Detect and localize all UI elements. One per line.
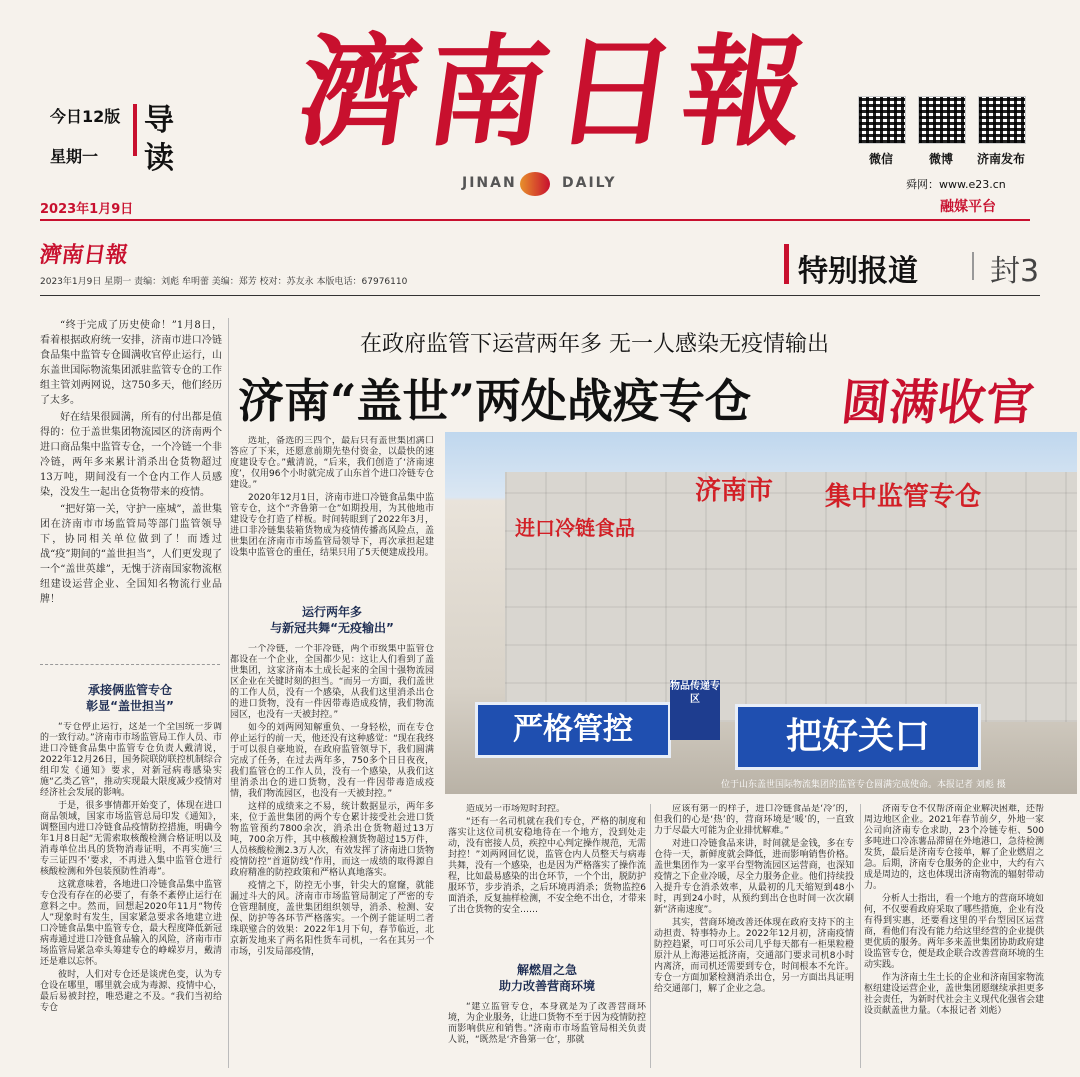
column-rule [860, 804, 861, 1068]
subheading-box-2 [230, 604, 434, 636]
article-subhead: 在政府监管下运营两年多 无一人感染无疫情输出 [360, 332, 829, 357]
article-column-5 [864, 804, 1044, 1068]
article-column-3 [448, 804, 646, 946]
paragraph: 作为济南土生土长的企业和济南国家物流枢纽建设运营企业，盖世集团愿继续承担更多社会责任，为新时代社会主义现代化强省会建设贡献盖世力量。（本报记者 刘彪） [864, 973, 1044, 1016]
banner-strict-control: 严格管控 [475, 702, 671, 758]
paragraph: “专仓停止运行，这是一个全国统一步调的一致行动。”济南市市场监管局工作人员、市进口冷链食品集中监管专仓负责人戴清说，2022年12月26日，国务院联防联控机制综合组印发《通知》要求，对新冠病毒感染实施“乙类乙管”，推动实现最大限度减少疫情对经济社会发展的影响。 [40, 722, 222, 798]
column-rule [650, 804, 651, 1068]
photo-caption: 位于山东盖世国际物流集团的监管专仓圆满完成使命。本报记者 刘彪 摄 [721, 780, 1006, 790]
section-marker [784, 244, 789, 284]
qr-weibo[interactable] [918, 96, 969, 167]
kiosk-sign: 物品传递专区 [670, 680, 720, 740]
subheading-line: 彰显“盖世担当” [86, 699, 174, 713]
page-header-rule [40, 295, 1040, 296]
qr-jinan-release[interactable] [978, 96, 1029, 167]
paragraph: “还有一名司机就在我们专仓，严格的制度和落实让这位司机安稳地待在一个地方，没到处走动，没有密接人员，疾控中心判定操作规范，无需封控！”刘两网回忆说，监管仓内人员整天与病毒共舞，没有一个感染，也是因为严格落实了操作流程，比如最易感染的出仓环节，一个个出，脱防护服环节，步步消杀，之后环境再消杀；货物监控6面消杀，反复抽样检测，不安全绝不出仓，才带来了出仓货物的安全…… [448, 817, 646, 915]
paragraph: “建立监管专仓，本身就是为了改善营商环境，为企业服务，让进口货物不至于因为疫情防控而影响供应和销售。”济南市市场监管局相关负责人说，“既然是‘齐鲁第一仓’，那就 [448, 1002, 646, 1045]
section-title: 特别报道 [798, 254, 918, 289]
paragraph: 好在结果很圆满，所有的付出都是值得的：位于盖世集团物流园区的济南两个进口商品集中监管专仓，一个冷链一个非冷链，两年多来累计消杀出仓货物超过13万吨，期间没有一个仓内工作人员感染，没发生一起出仓货物带来的疫情。 [40, 412, 222, 498]
intro-divider [40, 664, 220, 666]
subheading-line: 运行两年多 [301, 605, 362, 619]
article-intro [40, 318, 222, 654]
subheading-line: 解燃眉之急 [516, 963, 577, 977]
warehouse-building [505, 472, 1077, 722]
article-column-2b [230, 644, 434, 1069]
banner-guard-gate: 把好关口 [735, 704, 981, 770]
qr-code-icon [978, 96, 1026, 144]
qr-label: 微信 [868, 152, 893, 166]
qr-label: 微博 [928, 152, 953, 166]
article-photo [445, 432, 1077, 794]
qr-label: 济南发布 [976, 152, 1025, 166]
paper-en-left: JINAN [462, 175, 517, 191]
qr-code-icon [918, 96, 966, 144]
masthead-rule [40, 219, 1030, 221]
section-divider [972, 252, 974, 280]
subheading-box-3 [448, 962, 646, 994]
guide-divider [133, 104, 137, 156]
paragraph: 疫情之下，防控无小事，针尖大的窟窿，就能漏过斗大的风。济南市市场监管局制定了严密的专仓管理制度，盖世集团组织领导，消杀、检测、安保、防护等各环节严格落实。一个例子能证明二者珠联璧合的效果：2022年1月下旬，春节临近，北京新发地来了两名阳性货车司机，一名在其另一个市场，引发局部疫情， [230, 881, 434, 957]
paragraph: 一个冷链，一个非冷链，两个市级集中监管仓都设在一个企业，全国都少见：这让人们看到了盖世集团，这家济南本土成长起来的全国十强物流园区企业在关键时刻的担当。“而另一方面，我们盖世的工作人员，没有一个感染，从我们这里消杀出仓的进口货物，没有一件因带毒造成疫情，我们物流园区，也没有一天被封控。” [230, 644, 434, 720]
paragraph: 分析人士指出，看一个地方的营商环境如何，不仅要看政府采取了哪些措施，企业有没有得到实惠，还要看这里的平台型园区运营商，看他们有没有能力给这里经营的企业提供更优质的服务。两年多来盖世集团协助政府建设监管专仓，便是政企联合改善营商环境的生动实践。 [864, 894, 1044, 970]
subheading-line: 与新冠共舞“无疫输出” [270, 621, 394, 635]
qr-code-icon [858, 96, 906, 144]
sign-cold-chain: 进口冷链食品 [515, 516, 635, 540]
article-column-4 [654, 804, 854, 1068]
paragraph: 其实，营商环境改善还体现在政府支持下的主动担责、特事特办上。2022年12月初，济南疫情防控趋紧，可口可乐公司几乎每天都有一柜果粒橙原汁从上海港运抵济南，交通部门要求司机8小时内离济，而司机还需要到专仓，时间根本不允许。专仓一方面加紧检测消杀出仓，另一方面出具证明给交通部门，解了企业之急。 [654, 918, 854, 994]
paragraph: 这样的成绩来之不易，统计数据显示，两年多来，位于盖世集团的两个专仓累计接受社会进口货物监管预约7800余次，消杀出仓货物超过13万吨，700余万件，其中核酸检测货物超过15万件，人员核酸检测2.3万人次，有效发挥了济南进口货物疫情防控“首道防线”作用，而这一成绩的取得源自政府精准的防控政策和严格认真地落实。 [230, 802, 434, 878]
paragraph: 济南专仓不仅帮济南企业解决困难，还帮周边地区企业。2021年春节前夕，外地一家公司向济南专仓求助，23个冷链专柜、500多吨进口冷冻薯品滞留在外地港口，急待检测发货，最后是济南专仓接单，解了企业燃眉之急。后期，济南专仓服务的企业中，大约有六成是周边的，这也体现出济南物流的辐射带动力。 [864, 804, 1044, 891]
website-link[interactable]: 舜网：www.e23.cn [906, 178, 1006, 191]
sign-warehouse: 集中监管专仓 [825, 482, 982, 512]
small-paper-logo: 濟南日報 [37, 242, 130, 268]
paragraph: 如今的刘两网知解重负、一身轻松，而在专仓停止运行的前一天，他还没有这种感觉：“现在我终于可以很自豪地说，在政府监管领导下，我们圆满完成了任务，在过去两年多，750多个日日夜夜，我们监管仓的工作人员，没有一个感染，从我们这里消杀出仓的进口货物，没有一件因带毒造成疫情，我们物流园区，也没有一天被封控。” [230, 723, 434, 799]
paragraph: 彼时，人们对专仓还是谈虎色变，认为专仓设在哪里，哪里就会成为毒源、疫情中心，最后易被封控，唯恐避之不及。“我们当初给专仓 [40, 970, 222, 1013]
article-headline-accent: 圆满收官 [838, 375, 1037, 431]
today-edition: 今日12版 [50, 107, 121, 126]
subheading-line: 承接俩监管专仓 [87, 683, 172, 697]
page-meta: 2023年1月9日 星期一 责编：刘彪 牟明蕾 美编：郑芳 校对：苏友永 本版电话：67976110 [40, 277, 408, 287]
paragraph: 2020年12月1日，济南市进口冷链食品集中监管专仓，这个“齐鲁第一仓”如期投用，为其他地市建设专仓打造了样板。时间转眼到了2022年3月，进口非冷链集装箱货物成为疫情传播高风险点，盖世集团在济南市市场监管局领导下，再次承担起建设集中监管仓的重任，结果只用了5天便建成投用。 [230, 493, 434, 558]
sign-jinan: 济南市 [695, 476, 774, 506]
subheading-box-1 [40, 682, 220, 714]
paper-en-right: DAILY [562, 175, 617, 191]
column-rule [228, 318, 229, 1068]
paper-emblem-icon [520, 172, 550, 196]
paragraph: “终于完成了历史使命！”1月8日，看着根据政府统一安排，济南市进口冷链食品集中监管专仓圆满收官停止运行，山东盖世国际物流集团派驻监管专仓的工作组主管刘两网说，这750多天，他们经历了太多。 [40, 320, 222, 406]
paragraph: 于是，很多事情都开始变了，体现在进口商品领域，国家市场监管总局印发《通知》，调整国内进口冷链食品疫情防控措施，明确今年1月8日起“无需索取核酸检测合格证明以及消毒单位出具的货物消毒证明，不再实施‘三专三证四不’要求，不再进入集中监管仓进行核酸检测和外包装预防性消毒”。 [40, 801, 222, 877]
rongmei-platform: 融媒平台 [940, 199, 996, 215]
paragraph: “把好第一关，守护一座城”，盖世集团在济南市市场监管局等部门监管领导下，协同相关单位做到了！而透过战“疫”期间的“盖世担当”，人们更发现了一个“盖世英雄”，无愧于济南国家物流枢纽建设运营企业、全国知名物流行业品牌！ [40, 504, 222, 605]
section-page: 封3 [990, 254, 1040, 289]
paragraph: 造成另一市场短时封控。 [466, 804, 566, 814]
paper-name-logo: 濟南日報 [290, 22, 822, 163]
paragraph: 对进口冷链食品来讲，时间就是金钱，多在专仓待一天，新鲜度就会降低，进而影响销售价格。盖世集团作为一家平台型物流园区运营商，也深知疫情之下企业冷暖，尽全力服务企业。他们持续投入提升专仓消杀效率，从最初的几天缩短到48小时，再到24小时，从预约到出仓也时间一次次刷新“济南速度”。 [654, 839, 854, 915]
article-column-1 [40, 722, 222, 1067]
guide-label: 导读 [144, 103, 174, 176]
weekday: 星期一 [50, 147, 99, 166]
article-column-3b [448, 1002, 646, 1068]
paragraph: 这就意味着，各地进口冷链食品集中监管专仓没有存在的必要了，有条不紊停止运行在意料之中。然而，回想起2020年11月“物传人”现象时有发生，国家紧急要求各地建立进口冷链食品集中监管专仓，最大程度降低新冠病毒通过进口冷链食品输入的风险，济南市市场监管局紧急牵头筹建专仓的峥嵘岁月，戴清还是难以忘怀。 [40, 880, 222, 967]
article-column-2a [230, 436, 434, 596]
qr-wechat[interactable] [858, 96, 909, 167]
paragraph: 应该有第一的样子，进口冷链食品是‘冷’的，但我们的心是‘热’的，营商环境是‘暖’的，一直致力于尽最大可能为企业排忧解难。” [654, 804, 854, 836]
subheading-line: 助力改善营商环境 [498, 979, 595, 993]
issue-date: 2023年1月9日 [40, 202, 134, 217]
article-headline: 济南“盖世”两处战疫专仓 [238, 374, 751, 428]
paragraph: 选址，备选的三四个，最后只有盖世集团满口答应了下来，还愿意前期先垫付资金，以最快的速度建设专仓。”戴清说，“后来，我们创造了‘济南速度’，仅用96个小时就完成了山东首个进口冷链专仓建设。” [230, 436, 434, 490]
